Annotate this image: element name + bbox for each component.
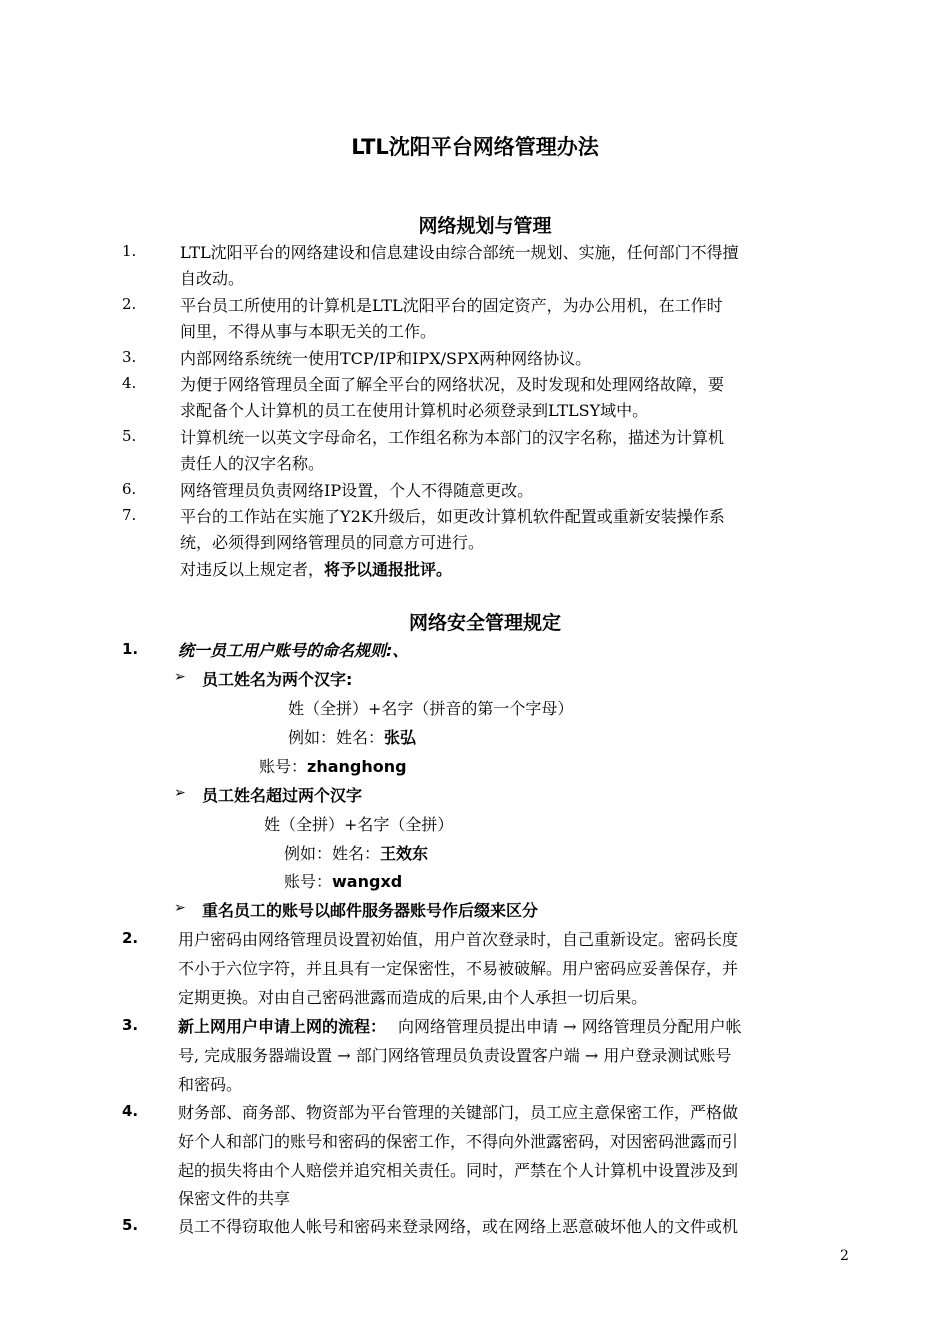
list-item-line: 内部网络系统统一使用TCP/IP和IPX/SPX两种网络协议。 (180, 349, 592, 368)
list-number: 3. (122, 348, 137, 366)
list-number: 7. (122, 506, 137, 524)
list-number: 1. (122, 242, 137, 260)
list-item-line: 责任人的汉字名称。 (180, 454, 325, 473)
list-item-line: 员工不得窃取他人帐号和密码来登录网络，或在网络上恶意破坏他人的文件或机 (178, 1217, 739, 1236)
list-number: 2. (122, 295, 137, 313)
arrow-right-icon: → (579, 1046, 604, 1065)
list-item-line: 网络管理员负责网络IP设置，个人不得随意更改。 (180, 481, 534, 500)
list-item-line: LTL沈阳平台的网络建设和信息建设由综合部统一规划、实施，任何部门不得擅 (180, 243, 739, 262)
list-item-line: 统，必须得到网络管理员的同意方可进行。 (180, 533, 485, 552)
bullet-label: 员工姓名超过两个汉字 (202, 786, 363, 805)
closing-note (180, 557, 452, 580)
list-number: 4. (122, 374, 137, 392)
page-number: 2 (840, 1248, 849, 1264)
list-item-line: 定期更换。对由自己密码泄露而造成的后果,由个人承担一切后果。 (178, 988, 648, 1007)
list-item-line: 不小于六位字符，并且具有一定保密性，不易被破解。用户密码应妥善保存，并 (178, 959, 739, 978)
closing-emphasis: 将予以通报批评。 (324, 560, 453, 579)
document-title: LTL沈阳平台网络管理办法 (351, 135, 599, 159)
example-name: 张弘 (384, 728, 417, 747)
process-step: 号, 完成服务器端设置 (178, 1046, 333, 1065)
account-value: wangxd (332, 872, 403, 891)
account-value: zhanghong (307, 757, 407, 776)
arrow-right-icon: → (332, 1046, 356, 1065)
example-name: 王效东 (380, 844, 429, 863)
process-label: 新上网用户申请上网的流程： (178, 1017, 387, 1036)
process-line (178, 1043, 731, 1066)
example-prefix: 例如：姓名： (284, 844, 381, 863)
account-line (259, 754, 407, 777)
process-line: 和密码。 (178, 1075, 243, 1094)
bullet-arrow-icon: ➢ (174, 669, 186, 685)
list-item-line: 为便于网络管理员全面了解全平台的网络状况，及时发现和处理网络故障，要 (180, 375, 725, 394)
example-line (288, 725, 416, 748)
bullet-label: 重名员工的账号以邮件服务器账号作后缀来区分 (202, 901, 539, 920)
process-step: 向网络管理员提出申请 (398, 1017, 559, 1036)
process-step: 用户登录测试账号 (603, 1046, 732, 1065)
account-prefix: 账号： (259, 757, 308, 776)
list-number: 2. (122, 929, 139, 947)
list-item-line: 起的损失将由个人赔偿并追究相关责任。同时，严禁在个人计算机中设置涉及到 (178, 1161, 739, 1180)
list-item-line: 平台员工所使用的计算机是LTL沈阳平台的固定资产，为办公用机，在工作时 (180, 296, 723, 315)
naming-rule-title: 统一员工用户账号的命名规则:、 (178, 641, 409, 660)
naming-rule: 姓（全拼）+名字（拼音的第一个字母） (288, 699, 574, 718)
list-number: 5. (122, 427, 137, 445)
account-line (284, 869, 402, 892)
list-number: 6. (122, 480, 137, 498)
list-number: 5. (122, 1216, 139, 1234)
process-line (178, 1014, 742, 1037)
bullet-arrow-icon: ➢ (174, 785, 186, 801)
section-heading-planning: 网络规划与管理 (418, 215, 552, 237)
process-step: 部门网络管理员负责设置客户端 (355, 1046, 580, 1065)
process-step: 网络管理员分配用户帐 (581, 1017, 742, 1036)
example-line (284, 841, 428, 864)
list-number: 4. (122, 1102, 139, 1120)
bullet-arrow-icon: ➢ (174, 900, 186, 916)
list-item-line: 自改动。 (180, 269, 245, 288)
list-item-line: 用户密码由网络管理员设置初始值，用户首次登录时，自己重新设定。密码长度 (178, 930, 739, 949)
list-item-line: 保密文件的共享 (178, 1189, 291, 1208)
arrow-right-icon: → (558, 1017, 582, 1036)
list-item-line: 财务部、商务部、物资部为平台管理的关键部门，员工应主意保密工作，严格做 (178, 1103, 739, 1122)
account-prefix: 账号： (284, 872, 333, 891)
naming-rule: 姓（全拼）+名字（全拼） (264, 815, 454, 834)
list-item-line: 求配备个人计算机的员工在使用计算机时必须登录到LTLSY域中。 (180, 401, 649, 420)
section-heading-security: 网络安全管理规定 (408, 612, 561, 634)
list-number: 3. (122, 1016, 139, 1034)
list-number: 1. (122, 640, 139, 658)
closing-prefix: 对违反以上规定者， (180, 560, 325, 579)
bullet-label: 员工姓名为两个汉字: (202, 670, 353, 689)
list-item-line: 平台的工作站在实施了Y2K升级后，如更改计算机软件配置或重新安装操作系 (180, 507, 725, 526)
list-item-line: 好个人和部门的账号和密码的保密工作，不得向外泄露密码，对因密码泄露而引 (178, 1132, 739, 1151)
list-item-line: 计算机统一以英文字母命名，工作组名称为本部门的汉字名称，描述为计算机 (180, 428, 725, 447)
list-item-line: 间里，不得从事与本职无关的工作。 (180, 322, 437, 341)
example-prefix: 例如：姓名： (288, 728, 385, 747)
